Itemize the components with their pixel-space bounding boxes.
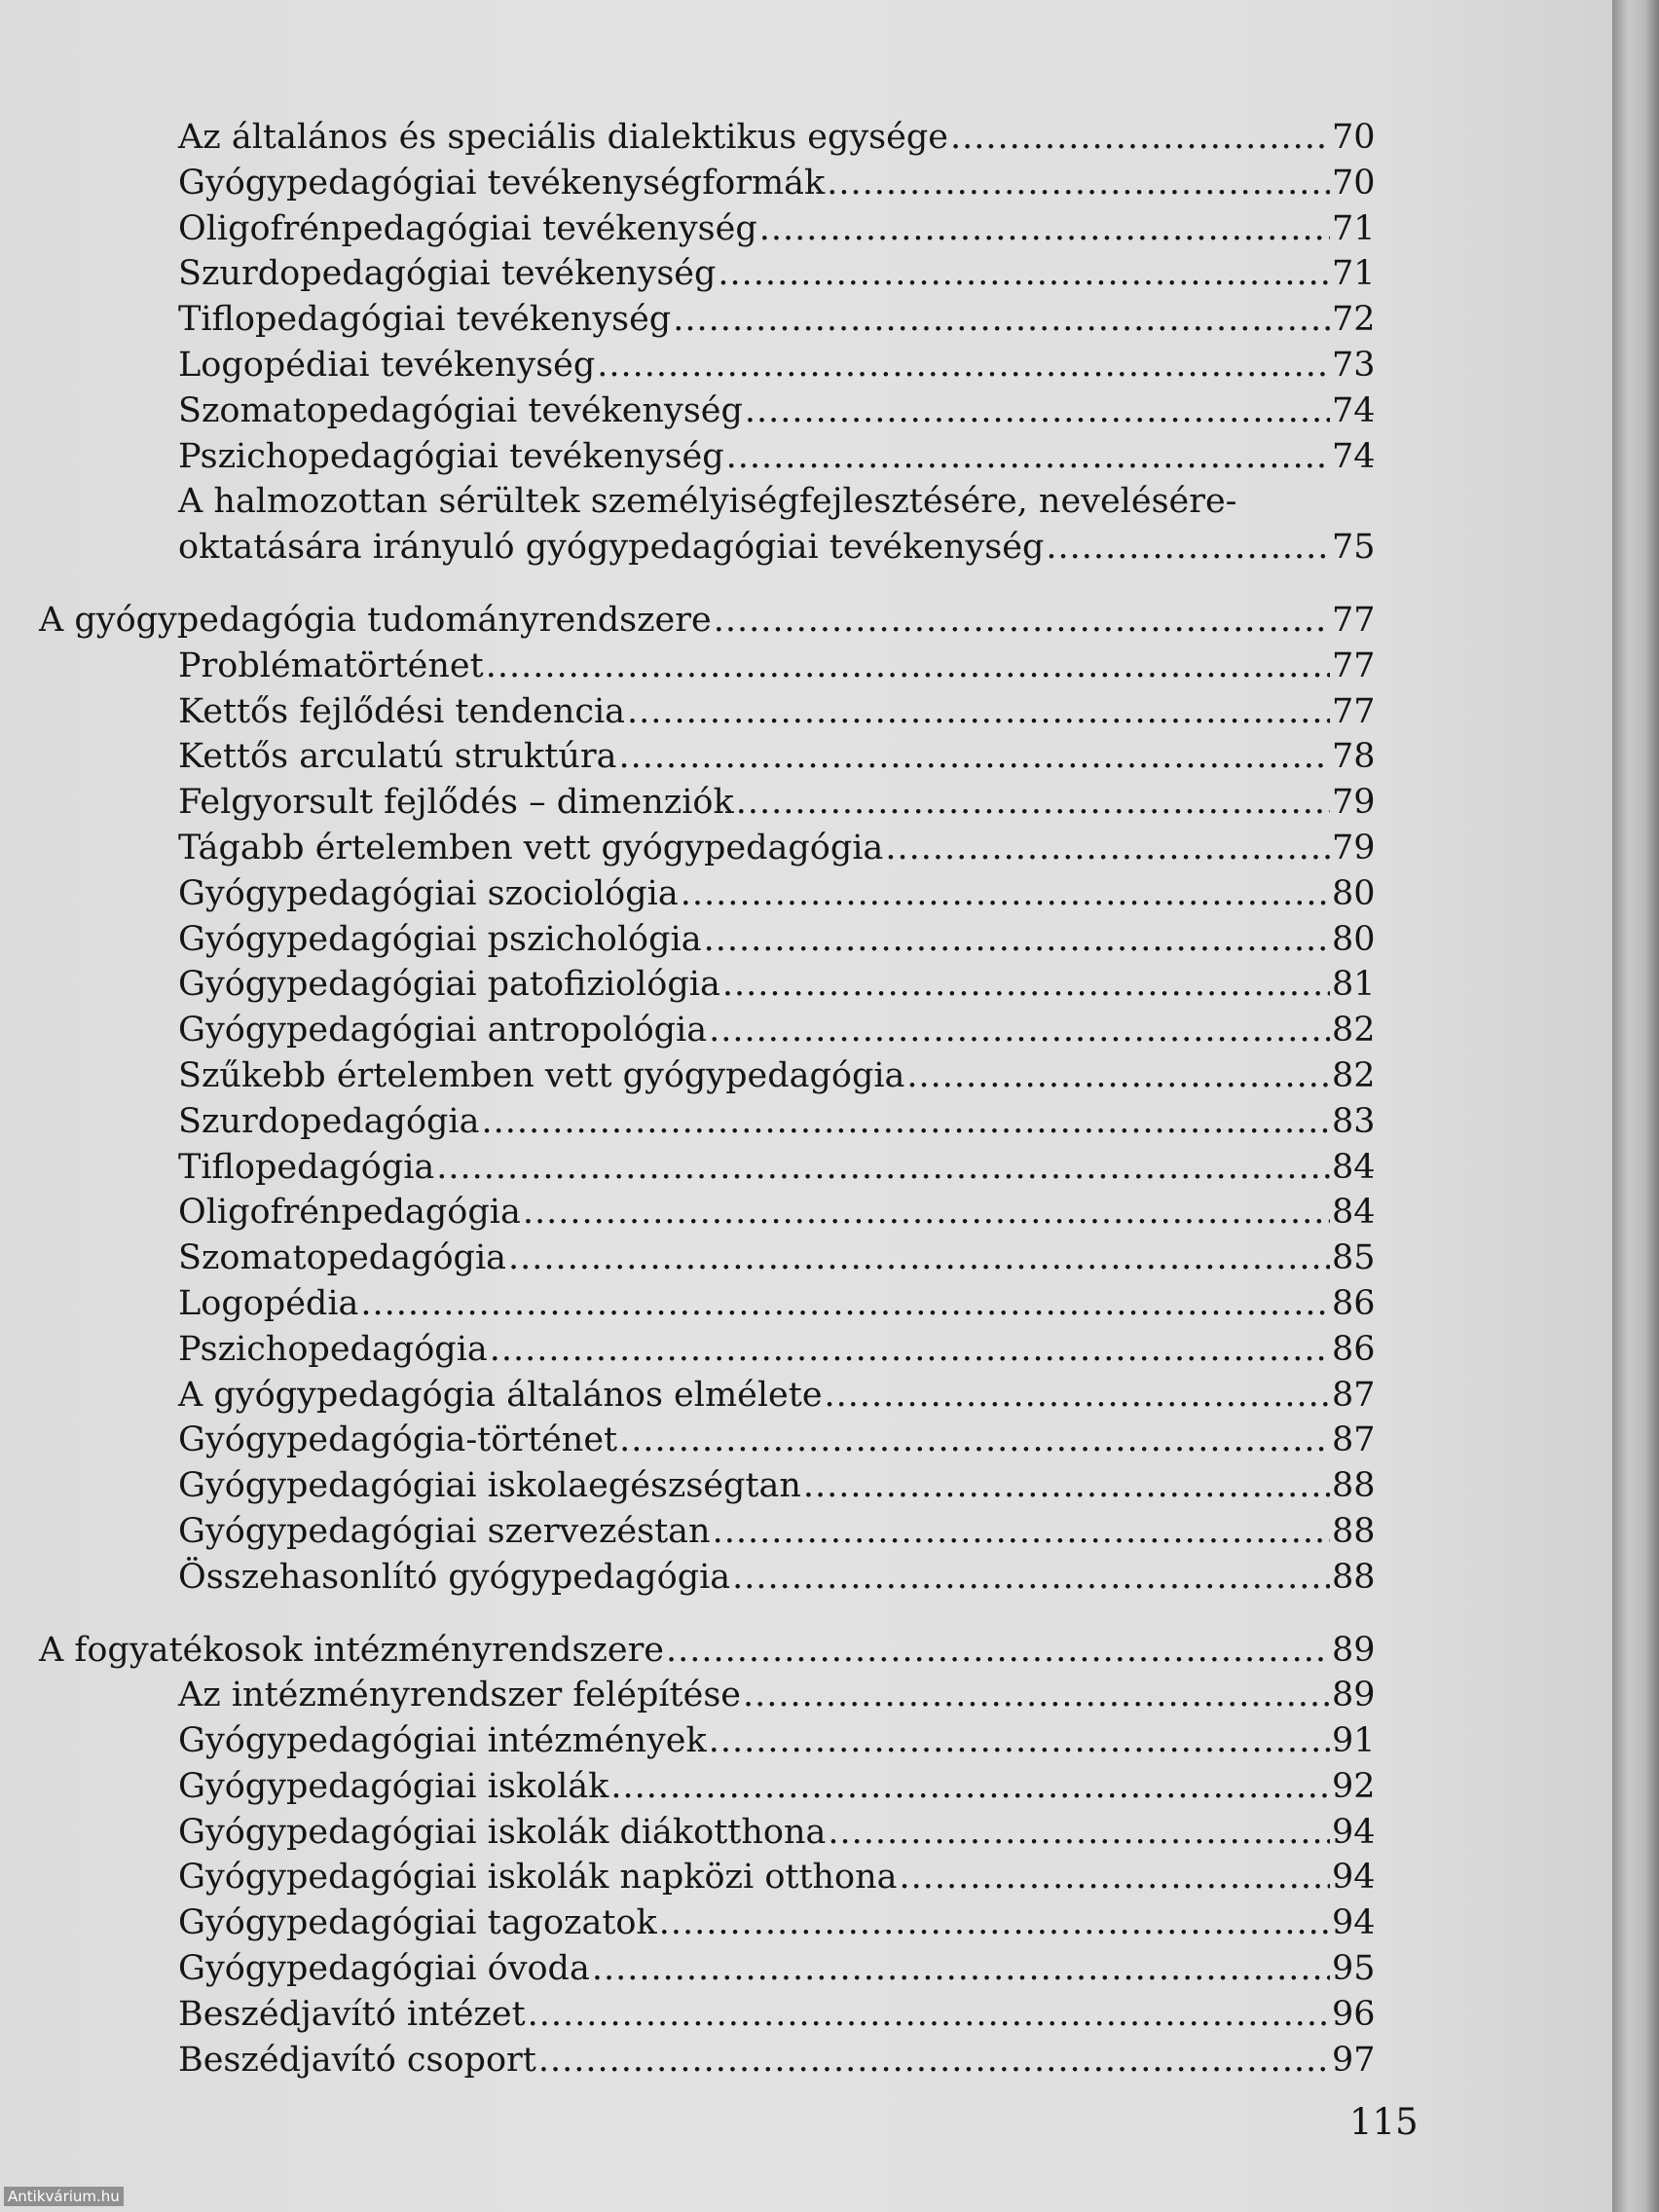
toc-entry-page: 86 <box>1332 1283 1376 1323</box>
toc-entry-title: Oligofrénpedagógiai tevékenység <box>178 208 757 248</box>
toc-entry-title: Gyógypedagógiai antropológia <box>178 1011 708 1051</box>
toc-entry <box>39 1190 1375 1235</box>
toc-entry-title: Gyógypedagógiai iskolák diákotthona <box>178 1812 827 1852</box>
leader-dots <box>722 962 1330 1008</box>
leader-dots <box>528 1992 1330 2038</box>
toc-entry-title: Oligofrénpedagógia <box>178 1193 521 1233</box>
toc-entry-title: Tiflopedagógia <box>178 1147 435 1187</box>
toc-entry <box>39 826 1375 871</box>
toc-chapter-title: A gyógypedagógia tudományrendszere <box>39 600 712 640</box>
toc-entry <box>39 115 1375 161</box>
toc-entry-page: 80 <box>1332 919 1376 959</box>
toc-entry <box>39 1900 1375 1946</box>
toc-entry <box>39 251 1375 297</box>
leader-dots <box>709 1718 1330 1764</box>
toc-entry-title: Szurdopedagógia <box>178 1101 480 1141</box>
leader-dots <box>736 780 1330 826</box>
toc-entry-title: Problématörténet <box>178 645 484 685</box>
toc-entry-title: Gyógypedagógiai tevékenységformák <box>178 163 826 203</box>
toc-entry <box>39 962 1375 1008</box>
leader-dots <box>1046 525 1330 571</box>
leader-dots <box>900 1855 1330 1900</box>
toc-entry-page: 84 <box>1332 1147 1376 1187</box>
toc-entry-page: 88 <box>1332 1466 1376 1506</box>
toc-entry-page: 84 <box>1332 1193 1376 1233</box>
toc-entry-page: 94 <box>1332 1812 1376 1852</box>
leader-dots <box>714 598 1330 644</box>
toc-entry-title: Kettős fejlődési tendencia <box>178 691 626 731</box>
toc-entry-title: Gyógypedagógiai szociológia <box>178 873 679 913</box>
toc-entry <box>39 434 1375 480</box>
leader-dots <box>659 1900 1330 1946</box>
toc-entry <box>39 1992 1375 2038</box>
toc-entry-title: oktatására irányuló gyógypedagógiai tevékenység <box>178 528 1045 568</box>
leader-dots <box>681 871 1330 917</box>
toc-entry-title: Gyógypedagógiai pszichológia <box>178 919 702 959</box>
toc-entry <box>39 689 1375 735</box>
toc-entry-page: 72 <box>1332 300 1376 340</box>
toc-entry-page: 77 <box>1332 691 1376 731</box>
toc-entry <box>39 1008 1375 1053</box>
leader-dots <box>482 1099 1331 1145</box>
toc-entry-title: Logopédiai tevékenység <box>178 345 596 385</box>
toc-entry-page: 70 <box>1332 118 1376 157</box>
toc-entry-title: Gyógypedagógiai óvoda <box>178 1949 590 1989</box>
toc-entry-page: 92 <box>1332 1766 1376 1806</box>
toc-entry-page: 87 <box>1332 1375 1376 1415</box>
toc-chapter-page: 89 <box>1332 1630 1376 1670</box>
toc-entry-title: Gyógypedagógiai intézmények <box>178 1721 707 1761</box>
toc-entry-title: Kettős arculatú struktúra <box>178 737 617 777</box>
toc-entry <box>39 1673 1375 1718</box>
toc-entry-page: 97 <box>1332 2040 1376 2080</box>
toc-entry-page: 86 <box>1332 1329 1376 1369</box>
toc-entry-page: 94 <box>1332 1903 1376 1943</box>
toc-entry-page: 82 <box>1332 1011 1376 1051</box>
toc-entry-page: 83 <box>1332 1101 1376 1141</box>
toc-entry-page: 80 <box>1332 873 1376 913</box>
leader-dots <box>508 1235 1330 1281</box>
leader-dots <box>486 644 1330 689</box>
toc-entry-page: 78 <box>1332 737 1376 777</box>
toc-entry <box>39 297 1375 343</box>
toc-entry <box>39 1418 1375 1463</box>
leader-dots <box>825 1373 1330 1419</box>
toc-entry <box>39 917 1375 963</box>
leader-dots <box>713 1509 1330 1555</box>
toc-entry-title: A gyógypedagógia általános elmélete <box>178 1375 823 1415</box>
toc-entry <box>39 1718 1375 1764</box>
toc-entry-title: Gyógypedagógiai iskolák <box>178 1766 609 1806</box>
toc-entry <box>39 1373 1375 1419</box>
toc-entry <box>39 1145 1375 1191</box>
toc-entry-page: 95 <box>1332 1949 1376 1989</box>
leader-dots <box>360 1281 1330 1327</box>
leader-dots <box>490 1327 1330 1373</box>
toc-entry <box>39 1509 1375 1555</box>
toc-entry <box>39 343 1375 388</box>
toc-entry-title: Szurdopedagógiai tevékenység <box>178 254 717 294</box>
toc-entry-page: 74 <box>1332 436 1376 476</box>
page-number: 115 <box>1349 2101 1419 2143</box>
toc-entry-page: 79 <box>1332 828 1376 867</box>
toc-entry-page: 82 <box>1332 1055 1376 1095</box>
leader-dots <box>597 343 1330 388</box>
toc-chapter-page: 77 <box>1332 600 1376 640</box>
toc-entry <box>39 1764 1375 1810</box>
toc-chapter <box>39 598 1375 644</box>
toc-entry <box>39 1463 1375 1509</box>
leader-dots <box>827 161 1330 206</box>
toc-entry-page: 88 <box>1332 1511 1376 1551</box>
toc-entry-page: 87 <box>1332 1420 1376 1460</box>
toc-entry <box>39 1235 1375 1281</box>
table-of-contents <box>39 115 1375 2083</box>
leader-dots <box>618 734 1330 780</box>
toc-entry <box>39 1810 1375 1856</box>
toc-entry-title: Szűkebb értelemben vett gyógypedagógia <box>178 1055 905 1095</box>
toc-entry <box>39 206 1375 252</box>
leader-dots <box>759 206 1330 252</box>
toc-entry <box>39 161 1375 206</box>
leader-dots <box>704 917 1330 963</box>
leader-dots <box>436 1145 1330 1191</box>
leader-dots <box>732 1555 1330 1601</box>
toc-chapter <box>39 1628 1375 1674</box>
toc-entry-page: 91 <box>1332 1721 1376 1761</box>
toc-entry-first-line <box>39 479 1375 525</box>
toc-entry-page: 94 <box>1332 1858 1376 1898</box>
toc-entry-title: Felgyorsult fejlődés – dimenziók <box>178 783 734 823</box>
toc-entry-page: 79 <box>1332 783 1376 823</box>
toc-entry <box>39 1099 1375 1145</box>
toc-entry-page: 73 <box>1332 345 1376 385</box>
toc-entry-page: 85 <box>1332 1238 1376 1278</box>
leader-dots <box>709 1008 1330 1053</box>
leader-dots <box>666 1628 1330 1674</box>
toc-entry <box>39 1855 1375 1900</box>
leader-dots <box>718 251 1330 297</box>
leader-dots <box>745 388 1330 434</box>
leader-dots <box>828 1810 1330 1856</box>
toc-chapter-title: A fogyatékosok intézményrendszere <box>39 1630 665 1670</box>
toc-entry <box>39 388 1375 434</box>
book-edge <box>1612 0 1659 2212</box>
toc-entry-title: Tiflopedagógiai tevékenység <box>178 300 672 340</box>
toc-entry-title: Gyógypedagógia-történet <box>178 1420 618 1460</box>
toc-entry-title: Összehasonlító gyógypedagógia <box>178 1557 731 1597</box>
leader-dots <box>950 115 1330 161</box>
toc-entry-page: 81 <box>1332 965 1376 1005</box>
leader-dots <box>592 1946 1330 1992</box>
toc-entry-page: 71 <box>1332 254 1376 294</box>
toc-entry-page: 96 <box>1332 1994 1376 2034</box>
toc-entry-title: Tágabb értelemben vett gyógypedagógia <box>178 828 884 867</box>
toc-entry <box>39 1946 1375 1992</box>
toc-entry-page: 74 <box>1332 390 1376 430</box>
toc-entry-title: Beszédjavító csoport <box>178 2040 536 2080</box>
toc-entry <box>39 734 1375 780</box>
watermark: Antikvárium.hu <box>4 2187 124 2206</box>
leader-dots <box>619 1418 1330 1463</box>
toc-entry-title: Gyógypedagógiai iskolák napközi otthona <box>178 1858 898 1898</box>
toc-entry-title: Gyógypedagógiai szervezéstan <box>178 1511 711 1551</box>
toc-entry-title: Gyógypedagógiai tagozatok <box>178 1903 657 1943</box>
toc-entry <box>39 1555 1375 1601</box>
toc-entry-page: 77 <box>1332 645 1376 685</box>
leader-dots <box>523 1190 1330 1235</box>
toc-entry-page: 75 <box>1332 528 1376 568</box>
toc-entry-title: Az általános és speciális dialektikus egysége <box>178 118 948 157</box>
toc-entry-title: Beszédjavító intézet <box>178 1994 526 2034</box>
toc-entry-page: 71 <box>1332 208 1376 248</box>
toc-entry-title: Logopédia <box>178 1283 359 1323</box>
toc-entry-title: Gyógypedagógiai iskolaegészségtan <box>178 1466 801 1506</box>
leader-dots <box>906 1053 1330 1099</box>
toc-entry-title: Pszichopedagógia <box>178 1329 488 1369</box>
toc-entry <box>39 1053 1375 1099</box>
toc-entry <box>39 780 1375 826</box>
leader-dots <box>627 689 1330 735</box>
leader-dots <box>610 1764 1330 1810</box>
toc-entry-page: 88 <box>1332 1557 1376 1597</box>
leader-dots <box>538 2038 1330 2083</box>
toc-entry-page: 70 <box>1332 163 1376 203</box>
toc-entry-title: Szomatopedagógiai tevékenység <box>178 390 743 430</box>
toc-entry-title: Gyógypedagógiai patofiziológia <box>178 965 720 1005</box>
toc-entry-title: Pszichopedagógiai tevékenység <box>178 436 724 476</box>
leader-dots <box>726 434 1330 480</box>
toc-entry <box>39 2038 1375 2083</box>
leader-dots <box>673 297 1330 343</box>
toc-entry-title-line1: A halmozottan sérültek személyiségfejlesztésére, nevelésére- <box>178 482 1237 522</box>
toc-entry <box>39 525 1375 571</box>
toc-entry-page: 89 <box>1332 1676 1376 1715</box>
leader-dots <box>885 826 1330 871</box>
toc-entry <box>39 644 1375 689</box>
toc-entry-title: Szomatopedagógia <box>178 1238 507 1278</box>
leader-dots <box>803 1463 1330 1509</box>
toc-entry-title: Az intézményrendszer felépítése <box>178 1676 741 1715</box>
toc-entry <box>39 1281 1375 1327</box>
toc-entry <box>39 871 1375 917</box>
leader-dots <box>743 1673 1330 1718</box>
toc-entry <box>39 1327 1375 1373</box>
